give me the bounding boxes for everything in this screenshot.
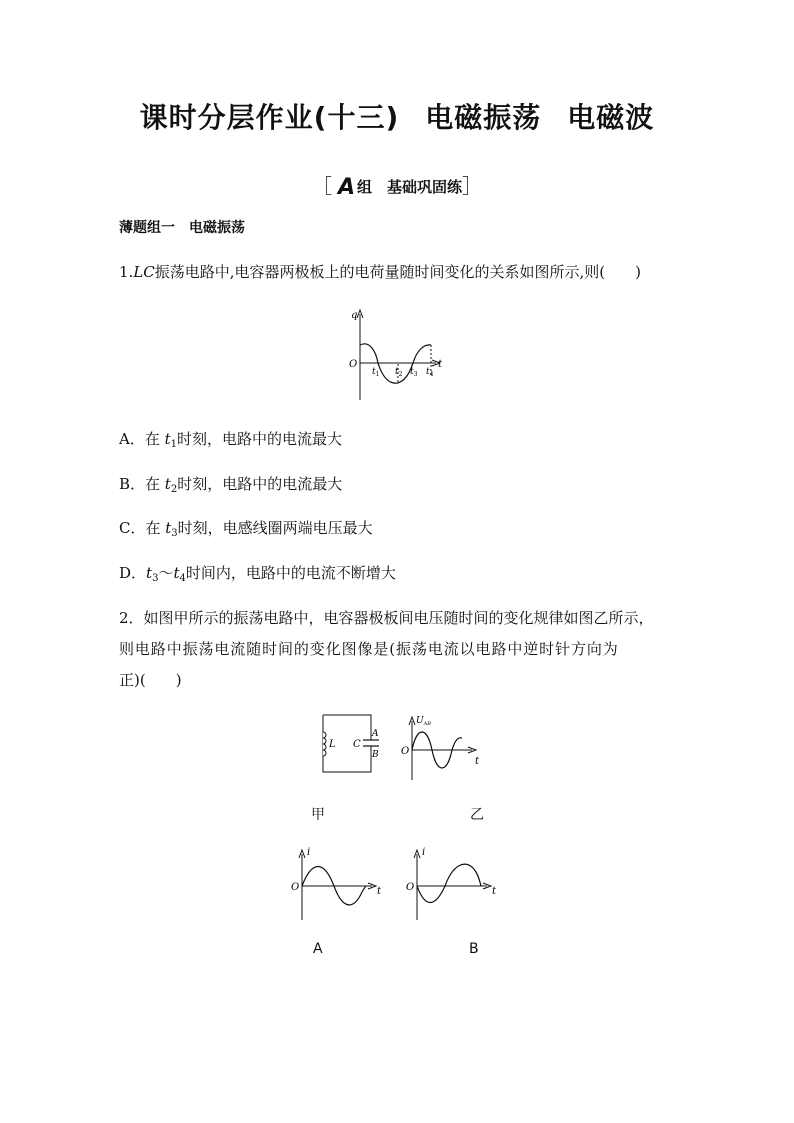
inductor-coil-icon — [323, 732, 326, 756]
t4-label: $t_4$ — [426, 367, 434, 378]
page-title — [0, 96, 794, 136]
group-label: 组 基础巩固练 — [357, 178, 463, 196]
current-graph-b — [405, 844, 505, 922]
origin-label-yi: O — [401, 746, 410, 757]
caption-yi: 乙 — [470, 807, 484, 823]
section-heading: 薄题组一 电磁振荡 — [119, 220, 245, 236]
group-header — [0, 170, 794, 200]
t-label-b: t — [492, 886, 497, 897]
question-1-number: 1. — [119, 263, 134, 281]
charge-curve — [360, 344, 431, 383]
i-label-b: i — [422, 847, 426, 858]
option-a: A．在 $t_1$时刻，电路中的电流最大 — [119, 430, 343, 450]
question-2-line-3: 正)( ) — [119, 671, 182, 689]
option-c: C．在 $t_3$时刻，电感线圈两端电压最大 — [119, 519, 373, 539]
question-2-number: 2． — [119, 609, 144, 627]
question-2-line-2: 则电路中振荡电流随时间的变化图像是(振荡电流以电路中逆时针方向为 — [119, 640, 619, 658]
circuit-top-wire — [323, 715, 371, 740]
caption-b: B — [469, 941, 479, 957]
plate-b-label: B — [372, 750, 379, 760]
t3-label: $t_3$ — [410, 367, 418, 378]
lc-circuit-diagram — [315, 710, 385, 778]
caption-a: A — [313, 941, 323, 957]
charge-time-graph — [340, 300, 450, 402]
t1-label: $t_1$ — [372, 367, 380, 378]
origin-label-b: O — [406, 882, 415, 893]
origin-label-a: O — [291, 882, 300, 893]
i-label-a: i — [307, 847, 311, 858]
right-bracket-icon: ］ — [462, 174, 483, 198]
lc-symbol: LC — [133, 263, 155, 281]
inductor-label: L — [329, 739, 336, 750]
caption-jia: 甲 — [311, 807, 325, 823]
current-graph-a — [290, 844, 390, 922]
voltage-label: $U_{AB}$ — [416, 716, 431, 727]
group-letter: A — [337, 175, 355, 200]
question-1-text: 振荡电路中,电容器两极板上的电荷量随时间变化的关系如图所示,则( ) — [154, 263, 642, 281]
title-part-1: 课时分层作业(十三) — [139, 101, 400, 134]
t-label: t — [438, 359, 443, 370]
voltage-time-graph — [400, 712, 485, 782]
current-curve-b — [417, 864, 481, 902]
title-part-2: 电磁振荡 — [425, 101, 542, 134]
capacitor-label: C — [353, 739, 361, 750]
t-label-yi: t — [475, 756, 480, 767]
question-1-stem — [119, 262, 641, 282]
q-label: q — [351, 310, 358, 321]
origin-label: O — [349, 359, 358, 370]
option-d: D．$t_3\sim t_4$时间内，电路中的电流不断增大 — [119, 564, 396, 584]
option-b: B．在 $t_2$时刻，电路中的电流最大 — [119, 475, 343, 495]
t-label-a: t — [377, 886, 382, 897]
left-bracket-icon: ［ — [311, 174, 332, 198]
question-2-line-1: 2．如图甲所示的振荡电路中，电容器极板间电压随时间的变化规律如图乙所示， — [119, 609, 654, 627]
title-part-3: 电磁波 — [567, 101, 655, 134]
t2-label: $t_2$ — [395, 367, 403, 378]
plate-a-label: A — [372, 729, 379, 739]
